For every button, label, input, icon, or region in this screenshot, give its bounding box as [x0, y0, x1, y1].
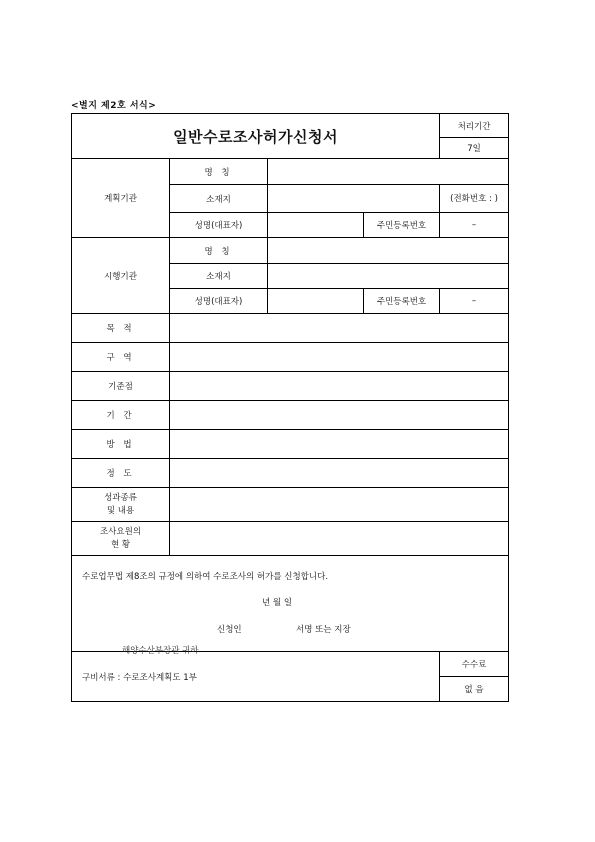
planning-address-label: 소재지 [170, 185, 268, 213]
executing-address-field[interactable] [268, 264, 509, 289]
planning-reg-field[interactable]: – [440, 213, 509, 238]
accuracy-label: 정 도 [72, 459, 170, 488]
executing-rep-label: 성명(대표자) [170, 289, 268, 314]
executing-reg-label: 주민등록번호 [364, 289, 440, 314]
area-field[interactable] [170, 343, 509, 372]
statement-cell [72, 556, 509, 656]
fee-label: 수수료 [440, 652, 509, 677]
executing-name-field[interactable] [268, 238, 509, 264]
surveyor-status-field[interactable] [170, 522, 509, 556]
applicant-label: 신청인 [217, 625, 242, 635]
method-label: 방 법 [72, 430, 170, 459]
method-field[interactable] [170, 430, 509, 459]
executing-reg-field[interactable]: – [440, 289, 509, 314]
planning-rep-label: 성명(대표자) [170, 213, 268, 238]
area-label: 구 역 [72, 343, 170, 372]
planning-agency-label: 계획기관 [72, 159, 170, 238]
executing-name-label: 명 칭 [170, 238, 268, 264]
form-title-cell [72, 114, 440, 159]
surveyor-status-label: 조사요원의 현 황 [72, 522, 170, 556]
results-label: 성과종류 및 내용 [72, 488, 170, 522]
processing-period-label: 처리기간 [440, 114, 509, 138]
planning-address-field[interactable] [268, 185, 440, 213]
form-number-label: <별지 제2호 서식> [71, 101, 157, 111]
attachments-text: 구비서류 : 수로조사계획도 1부 [72, 652, 440, 702]
period-label: 기 간 [72, 401, 170, 430]
planning-name-label: 명 칭 [170, 159, 268, 185]
reference-point-field[interactable] [170, 372, 509, 401]
executing-rep-field[interactable] [268, 289, 364, 314]
executing-address-label: 소재지 [170, 264, 268, 289]
planning-name-field[interactable] [268, 159, 509, 185]
period-field[interactable] [170, 401, 509, 430]
statement-date: 년 월 일 [262, 598, 293, 608]
planning-rep-field[interactable] [268, 213, 364, 238]
purpose-field[interactable] [170, 314, 509, 343]
statement-text: 수로업무법 제8조의 규정에 의하여 수로조사의 허가를 신청합니다. [82, 572, 329, 582]
form-title: 일반수로조사허가신청서 [173, 127, 338, 146]
purpose-label: 목 적 [72, 314, 170, 343]
addressee-line: 해양수산부장관 귀하 [122, 646, 199, 656]
fee-value: 없 음 [440, 677, 509, 702]
accuracy-field[interactable] [170, 459, 509, 488]
processing-period-value: 7일 [440, 138, 509, 159]
signature-label: 서명 또는 지장 [296, 625, 351, 635]
results-field[interactable] [170, 488, 509, 522]
application-form-table [71, 113, 509, 702]
reference-point-label: 기준점 [72, 372, 170, 401]
planning-reg-label: 주민등록번호 [364, 213, 440, 238]
executing-agency-label: 시행기관 [72, 238, 170, 314]
planning-phone-note: (전화번호 : ) [440, 185, 509, 213]
